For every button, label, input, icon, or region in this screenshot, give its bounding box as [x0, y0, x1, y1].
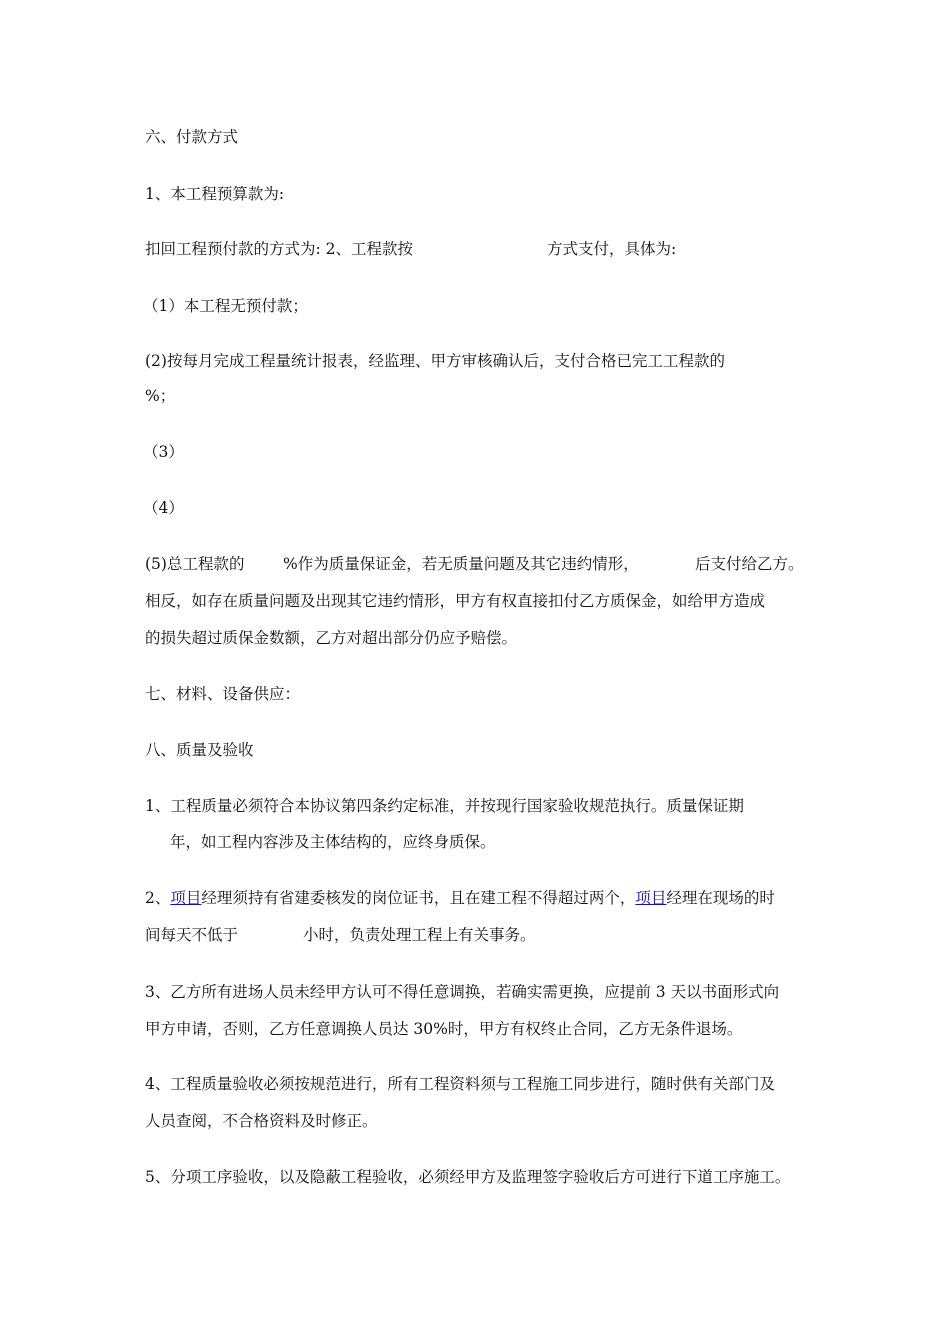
paragraph-item-5-a: (5)总工程款的 — [145, 555, 245, 573]
quality-item-1-line1: 1、工程质量必须符合本协议第四条约定标准，并按现行国家验收规范执行。质量保证期 — [145, 797, 744, 815]
project-link-1[interactable]: 项目 — [170, 889, 202, 907]
paragraph-item-4: （4） — [143, 499, 184, 517]
paragraph-budget: 1、本工程预算款为: — [145, 185, 285, 203]
paragraph-item-5-b: %作为质量保证金，若无质量问题及其它违约情形， — [283, 555, 639, 573]
paragraph-item-5-c: 后支付给乙方。 — [695, 555, 804, 573]
paragraph-prepayment-method: 扣回工程预付款的方式为: 2、工程款按 — [145, 240, 414, 258]
paragraph-item-2: (2)按每月完成工程量统计报表，经监理、甲方审核确认后，支付合格已完工工程款的 — [145, 352, 725, 370]
quality-item-3-line2: 甲方申请，否则，乙方任意调换人员达 30%时，甲方有权终止合同，乙方无条件退场。 — [145, 1020, 743, 1038]
quality-item-2-mid: 经理须持有省建委核发的岗位证书，且在建工程不得超过两个， — [201, 889, 636, 907]
quality-item-2-line2-b: 小时，负责处理工程上有关事务。 — [303, 926, 536, 944]
paragraph-prepayment-method-tail: 方式支付，具体为: — [547, 240, 677, 258]
section-6-heading: 六、付款方式 — [145, 128, 239, 146]
quality-item-1-line2: 年，如工程内容涉及主体结构的，应终身质保。 — [170, 833, 496, 851]
quality-item-2-line1 — [145, 888, 775, 908]
paragraph-item-5-line2: 相反，如存在质量问题及出现其它违约情形，甲方有权直接扣付乙方质保金，如给甲方造成 — [145, 592, 766, 610]
quality-item-2-line2-a: 间每天不低于 — [145, 926, 239, 944]
quality-item-3-line1: 3、乙方所有进场人员未经甲方认可不得任意调换，若确实需更换，应提前 3 天以书面形式向 — [145, 983, 780, 1001]
quality-item-2-prefix: 2、 — [145, 889, 171, 907]
section-8-heading: 八、质量及验收 — [145, 741, 254, 759]
quality-item-4-line2: 人员查阅，不合格资料及时修正。 — [145, 1112, 378, 1130]
paragraph-item-2-cont: %； — [145, 387, 176, 405]
quality-item-2-tail: 经理在现场的时 — [666, 889, 775, 907]
project-link-2[interactable]: 项目 — [635, 889, 667, 907]
section-7-heading: 七、材料、设备供应： — [145, 685, 301, 703]
paragraph-item-5-line3: 的损失超过质保金数额，乙方对超出部分仍应予赔偿。 — [145, 629, 518, 647]
paragraph-item-1: （1）本工程无预付款； — [143, 297, 308, 315]
quality-item-4-line1: 4、工程质量验收必须按规范进行，所有工程资料须与工程施工同步进行，随时供有关部门及 — [145, 1075, 775, 1093]
paragraph-item-3: （3） — [143, 443, 184, 461]
quality-item-5-line1: 5、分项工序验收，以及隐蔽工程验收，必须经甲方及监理签字验收后方可进行下道工序施工。 — [145, 1168, 791, 1186]
